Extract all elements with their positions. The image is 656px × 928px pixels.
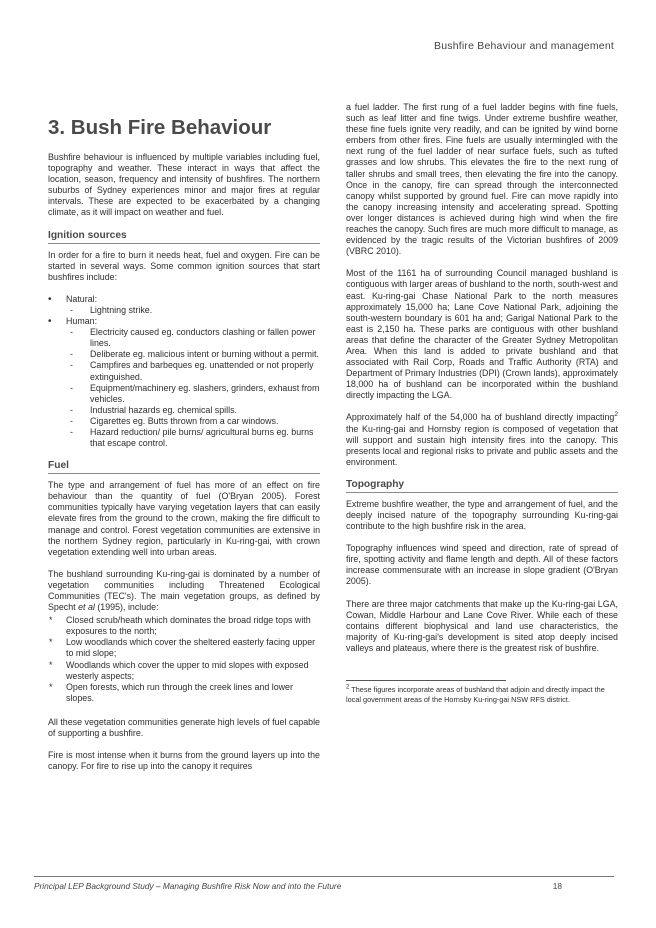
left-column	[48, 116, 320, 783]
list-item: - Hazard reduction/ pile burns/ agricultural burns eg. burns that escape control.	[66, 427, 320, 449]
fuel-paragraph-4: Fire is most intense when it burns from the ground layers up into the canopy. For fire to rise up into the canopy it requires	[48, 750, 320, 772]
footnote-number: 2	[346, 684, 350, 691]
ignition-list	[48, 294, 320, 449]
footer-title: Principal LEP Background Study – Managing Bushfire Risk Now and into the Future	[34, 881, 342, 891]
natural-sublist	[66, 305, 320, 316]
list-item: * Low woodlands which cover the sheltered easterly facing upper to mid slope;	[48, 637, 320, 659]
list-item: - Electricity caused eg. conductors clashing or fallen power lines.	[66, 327, 320, 349]
footnote-divider	[346, 680, 506, 681]
list-item: - Deliberate eg. malicious intent or burning without a permit.	[66, 349, 320, 360]
list-item: * Open forests, which run through the creek lines and lower slopes.	[48, 682, 320, 704]
page-footer	[34, 876, 614, 891]
list-item: - Industrial hazards eg. chemical spills.	[66, 405, 320, 416]
natural-label: Natural:	[66, 293, 98, 304]
topography-paragraph-2: Topography influences wind speed and direction, rate of spread of fire, spotting activity and flame length and depth. All of these factors increase commensurate with an increase in slope gradient (O'Bryan 2005).	[346, 543, 618, 587]
fuel-paragraph-2	[48, 569, 320, 613]
footnote	[346, 685, 618, 704]
bushland-paragraph: Most of the 1161 ha of surrounding Council managed bushland is contiguous with larger areas of bushland to the north, south-west and east. Ku-ring-gai Chase National Park to the north measures approximately 15,000 ha; Lane Cove National Park, adjoining the south-western boundary is 601 ha and; Garigal National Park to the east is 2,150 ha. These parks are contiguous with other bushland areas that define the character of the Greater Sydney Metropolitan Area. When this land is added to private bushland and that associated with Rail Corp, Roads and Traffic Authority (RTA) and Department of Primary Industries (DPI) (Crown lands), approximately 18,000 ha of bushland can be incorporated within the bushland directly impacting the LGA.	[346, 268, 618, 401]
footnote-text: These figures incorporate areas of bushland that adjoin and directly impact the local government areas of the Hornsby Ku-ring-gai NSW RFS district.	[346, 685, 605, 704]
human-label: Human:	[66, 316, 98, 327]
running-header: Bushfire Behaviour and management	[434, 40, 614, 52]
right-column	[346, 102, 618, 704]
fuel-p2-text-end: (1995), include:	[94, 602, 159, 613]
list-item: - Campfires and barbeques eg. unattended or not properly extinguished.	[66, 360, 320, 382]
intro-paragraph: Bushfire behaviour is influenced by multiple variables including fuel, topography and weather. These interact in ways that affect the location, season, frequency and intensity of bushfires. The northern suburbs of Sydney experiences minor and major fires at regular intervals. These are expected to be exacerbated by a changing climate, as it will impact on weather and fuel.	[48, 152, 320, 218]
topography-heading: Topography	[346, 479, 618, 493]
human-sublist	[66, 327, 320, 449]
page-number: 18	[552, 881, 562, 891]
list-item: - Cigarettes eg. Butts thrown from a car windows.	[66, 416, 320, 427]
list-item: - Lightning strike.	[66, 305, 320, 316]
fuel-paragraph-3: All these vegetation communities generate high levels of fuel capable of supporting a bushfire.	[48, 716, 320, 739]
list-item: * Closed scrub/heath which dominates the broad ridge tops with exposures to the north;	[48, 615, 320, 637]
natural-item	[48, 294, 320, 316]
p3-text-end: the Ku-ring-gai and Hornsby region is composed of vegetation that will support and sustain high intensity fires into the canopy. This presents local and regional risks to private and public assets and the environment.	[346, 423, 618, 467]
human-item	[48, 316, 320, 449]
fuel-heading: Fuel	[48, 460, 320, 474]
fuel-paragraph-1: The type and arrangement of fuel has more of an effect on fire behaviour than the quantity of fuel (O'Bryan 2005). Forest communities typically have varying vegetation layers that can easily elevate fires from the ground to the crown, making the fire difficult to manage and control. Forest vegetation communities are extensive in the northern Sydney region, particularly in Ku-ring-gai, with crown vegetation extending well into urban areas.	[48, 480, 320, 557]
et-al: et al	[78, 602, 95, 613]
fuel-p2-text: The bushland surrounding Ku-ring-gai is dominated by a number of vegetation communities including Threatened Ecological Communities (TEC's). The main vegetation groups, as defined by Specht	[48, 568, 320, 613]
topography-paragraph-3: There are three major catchments that make up the Ku-ring-gai LGA, Cowan, Middle Harbour and Lane Cove River. While each of these contains different biophysical and land use characteristics, the majority of Ku-ring-gai's development is sited atop deeply incised valleys and plateaus, where there is the greatest risk of bushfire.	[346, 598, 618, 653]
fuel-ladder-paragraph: a fuel ladder. The first rung of a fuel ladder begins with fine fuels, such as leaf litter and fine twigs. Under extreme bushfire weather, these fine fuels ignite very readily, and can be ignited by wind borne embers from other fires. Fine fuels are usually intermingled with the next rung of the fuel ladder of near surface fuels, such as tufted grasses and low shrubs. This elevates the fire to the next rung of taller shrubs and small trees, then elevating the fire into the canopy. Once in the canopy, fire can spread through the interconnected canopy whilst supported by ground fuel. Fire can move rapidly into the canopy increasing intensity and accelerating spread. Spotting over longer distances is achieved during high wind when the fire reaches the canopy. Such fires are much more difficult to manage, as evidenced by the tragic results of the Victorian bushfires of 2009 (VBRC 2010).	[346, 102, 618, 257]
footnote-ref: 2	[614, 411, 618, 419]
vegetation-list	[48, 615, 320, 704]
p3-text: Approximately half of the 54,000 ha of bushland directly impacting	[346, 412, 615, 423]
ignition-heading: Ignition sources	[48, 230, 320, 244]
list-item: - Equipment/machinery eg. slashers, grinders, exhaust from vehicles.	[66, 383, 320, 405]
list-item: * Woodlands which cover the upper to mid slopes with exposed westerly aspects;	[48, 660, 320, 682]
ignition-intro: In order for a fire to burn it needs heat, fuel and oxygen. Fire can be started in several ways. Some common ignition sources that start bushfires include:	[48, 249, 320, 282]
half-bushland-paragraph	[346, 412, 618, 467]
section-title: 3. Bush Fire Behaviour	[48, 116, 272, 139]
topography-paragraph-1: Extreme bushfire weather, the type and arrangement of fuel, and the deeply incised nature of the topography surrounding Ku-ring-gai contribute to the high bushfire risk in the area.	[346, 498, 618, 532]
